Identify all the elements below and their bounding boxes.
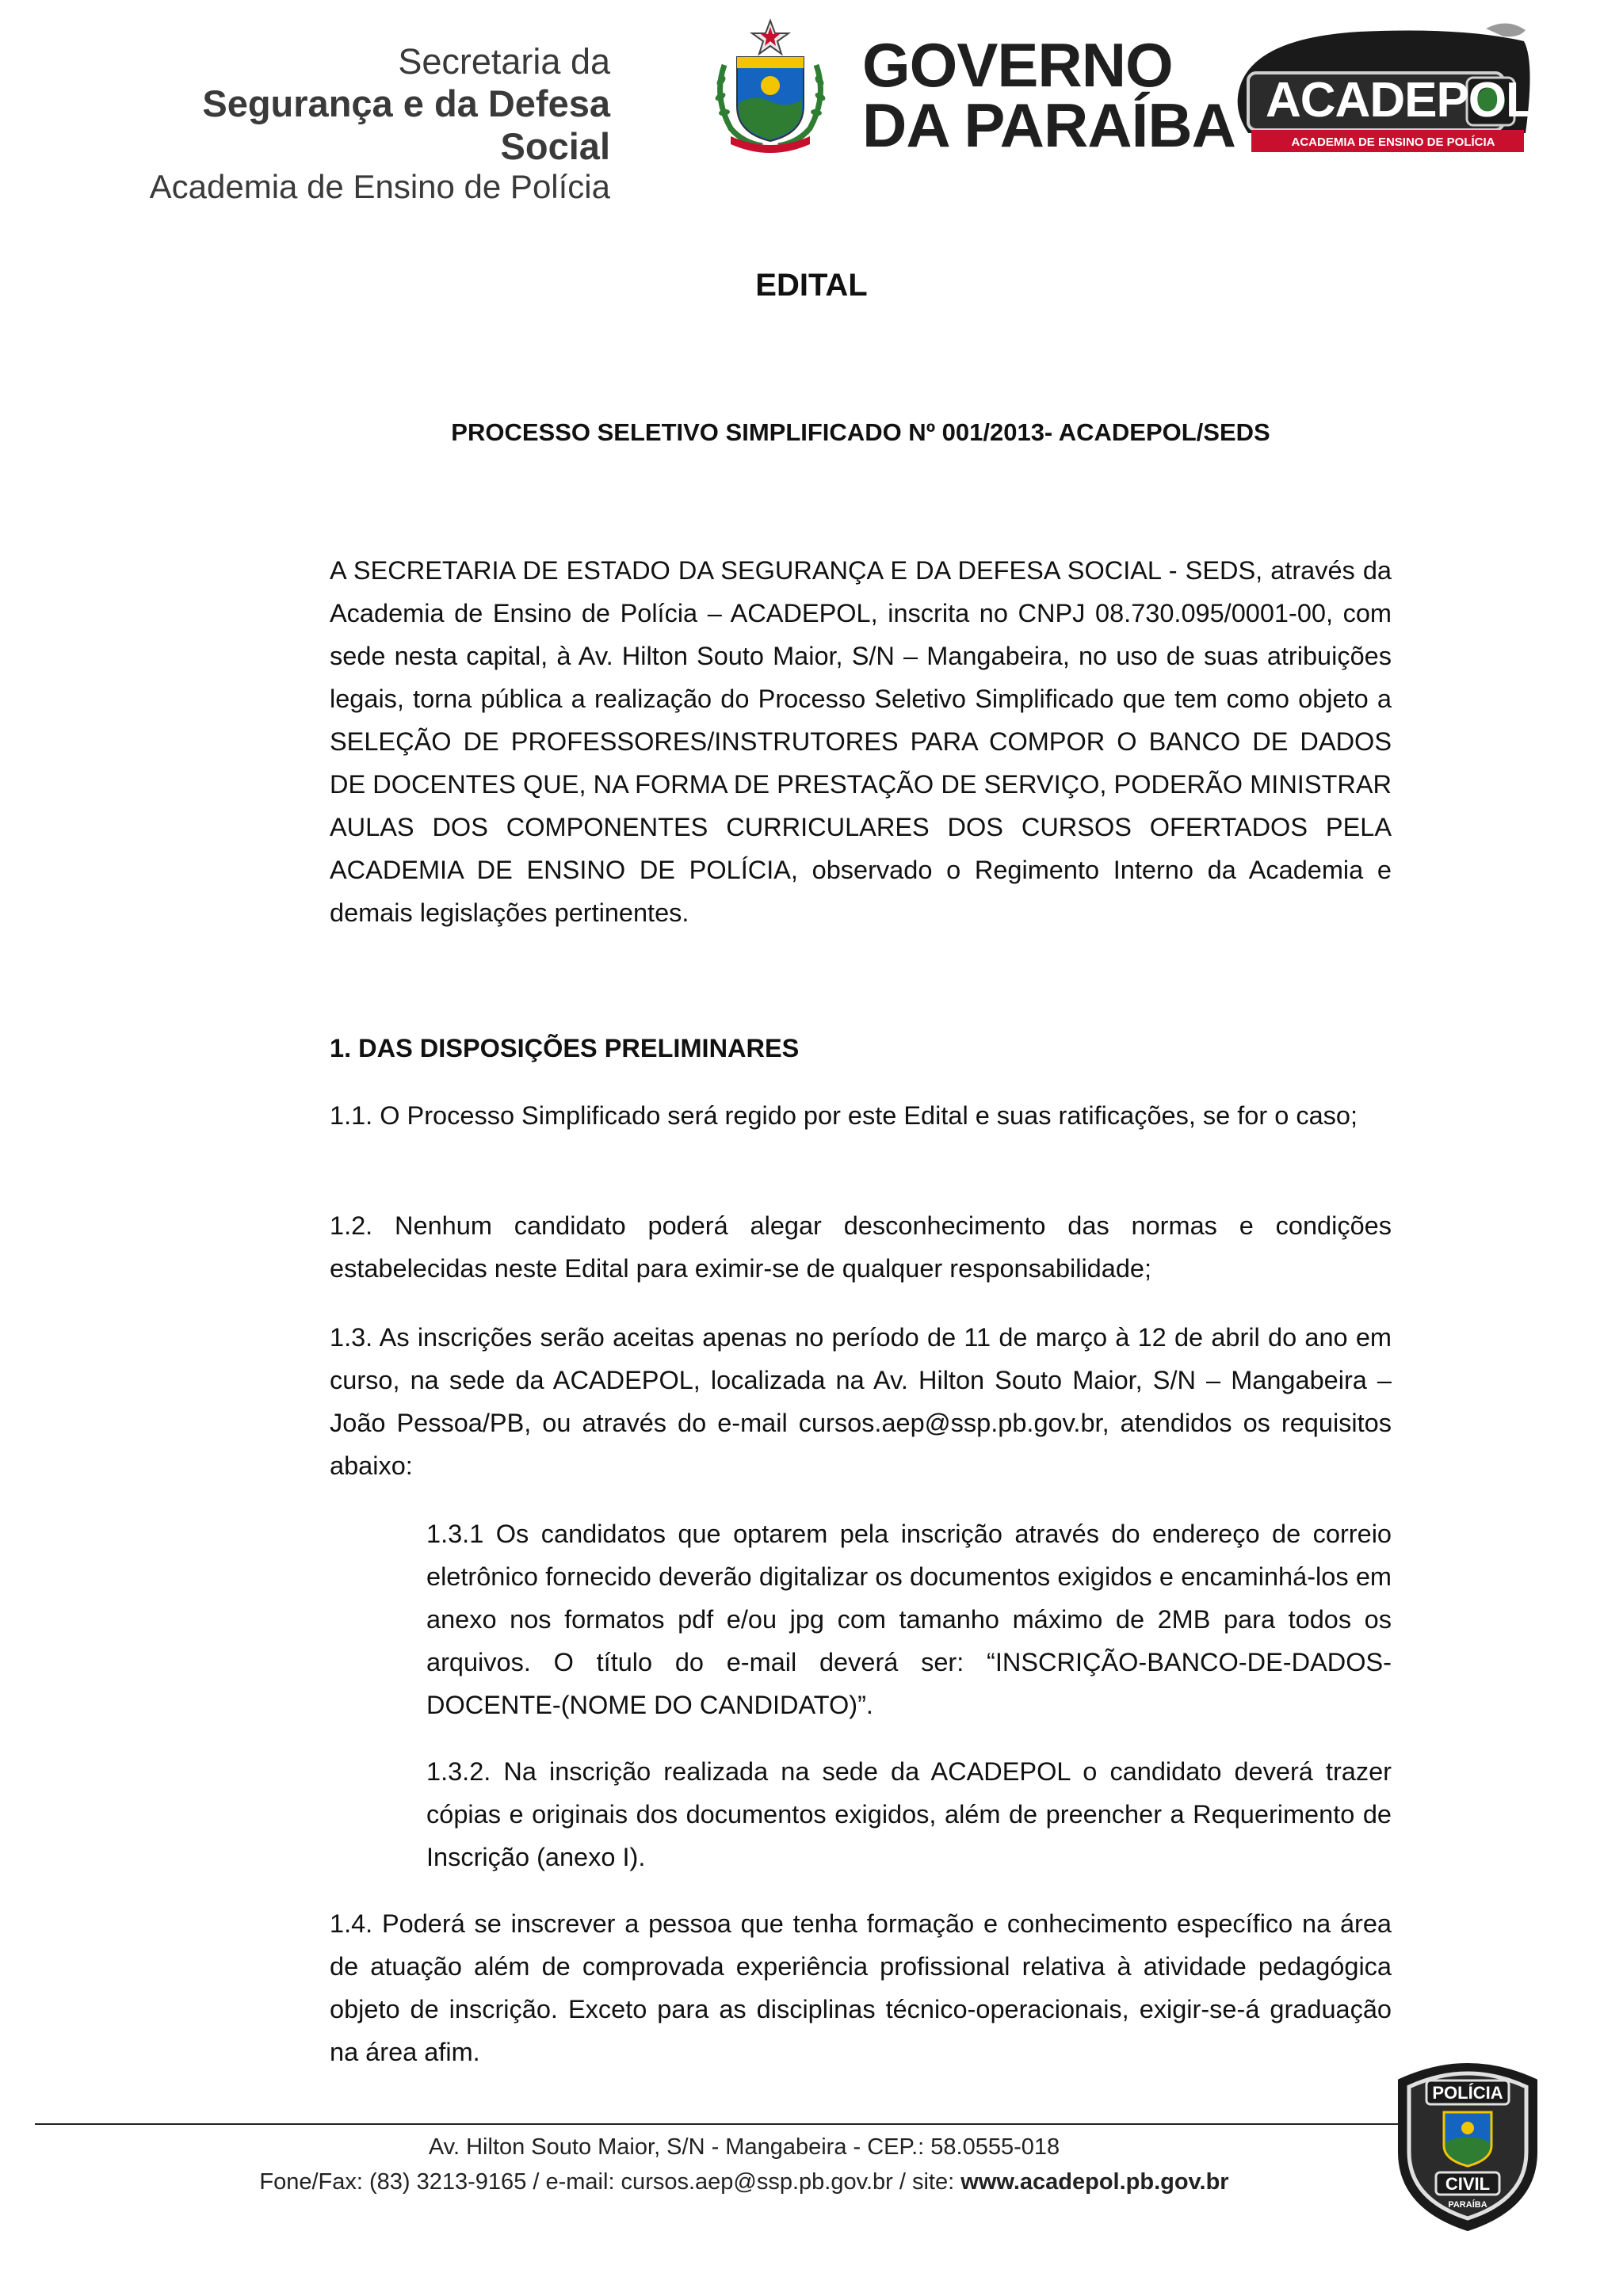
document-subtitle: PROCESSO SELETIVO SIMPLIFICADO Nº 001/2013- ACADEPOL/SEDS bbox=[451, 418, 1270, 446]
badge-top-text: POLÍCIA bbox=[1432, 2083, 1503, 2103]
footer-address: Av. Hilton Souto Maior, S/N - Mangabeira - CEP.: 58.0555-018 bbox=[428, 2134, 1060, 2160]
document-title: EDITAL bbox=[755, 268, 868, 303]
secretaria-line-3: Academia de Ensino de Polícia bbox=[149, 168, 610, 205]
policia-civil-badge-icon bbox=[1388, 2049, 1547, 2233]
acadepol-subtitle: ACADEMIA DE ENSINO DE POLÍCIA bbox=[1291, 135, 1495, 149]
item-1-1: 1.1. O Processo Simplificado será regido por este Edital e suas ratificações, se for o caso; bbox=[330, 1101, 1358, 1130]
secretaria-line-1: Secretaria da bbox=[398, 41, 610, 82]
footer-site-link[interactable]: www.acadepol.pb.gov.br bbox=[960, 2169, 1229, 2195]
governo-da-paraiba-logo bbox=[862, 30, 1235, 160]
item-1-2: 1.2. Nenhum candidato poderá alegar desconhecimento das normas e condições estabelecidas neste Edital para eximir-se de qualquer responsabilidade; bbox=[330, 1211, 1392, 1283]
badge-state-text: PARAÍBA bbox=[1448, 2200, 1487, 2210]
secretaria-line-2: Segurança e da Defesa Social bbox=[202, 82, 610, 167]
footer-contact bbox=[0, 2169, 1491, 2195]
badge-bottom-text: CIVIL bbox=[1445, 2174, 1491, 2194]
intro-paragraph bbox=[330, 549, 1392, 934]
paraiba-coat-of-arms-icon bbox=[707, 17, 834, 154]
item-1-3: 1.3. As inscrições serão aceitas apenas no período de 11 de março à 12 de abril do ano em curso, na sede da ACADEPOL, localizada na Av. Hilton Souto Maior, S/N – Mangabeira – João Pessoa/PB, ou através do e-mail cursos.aep@ssp.pb.gov.br, atendidos os requisitos abaixo: bbox=[330, 1323, 1392, 1480]
intro-text: A SECRETARIA DE ESTADO DA SEGURANÇA E DA DEFESA SOCIAL - SEDS, através da Academia de Ensino de Polícia – ACADEPOL, inscrita no CNPJ 08.730.095/0001-00, com sede nesta capital, à Av. Hilton Souto Maior, S/N – Mangabeira, no uso de suas atribuições legais, torna pública a realização do Processo Seletivo Simplificado que tem como objeto a SELEÇÃO DE PROFESSORES/INSTRUTORES PARA COMPOR O BANCO DE DADOS DE DOCENTES QUE, NA FORMA DE PRESTAÇÃO DE SERVIÇO, PODERÃO MINISTRAR AULAS DOS COMPONENTES CURRICULARES DOS CURSOS OFERTADOS PELA ACADEMIA DE ENSINO DE POLÍCIA, observado o Regimento Interno da Academia e demais legislações pertinentes. bbox=[330, 556, 1392, 927]
item-1-3-1: 1.3.1 Os candidatos que optarem pela inscrição através do endereço de correio eletrônico fornecido deverão digitalizar os documentos exigidos e encaminhá-los em anexo nos formatos pdf e/ou jpg com tamanho máximo de 2MB para todos os arquivos. O título do e-mail deverá ser: “INSCRIÇÃO-BANCO-DE-DADOS-DOCENTE-(NOME DO CANDIDATO)”. bbox=[426, 1520, 1392, 1719]
item-1-4: 1.4. Poderá se inscrever a pessoa que tenha formação e conhecimento específico na área de atuação além de comprovada experiência profissional relativa à atividade pedagógica objeto de inscrição. Exceto para as disciplinas técnico-operacionais, exigir-se-á graduação na área afim. bbox=[330, 1909, 1392, 2066]
footer-contact-text: Fone/Fax: (83) 3213-9165 / e-mail: cursos.aep@ssp.pb.gov.br / site: bbox=[259, 2169, 961, 2195]
gov-line-1: GOVERNO bbox=[862, 30, 1173, 100]
footer-divider bbox=[35, 2123, 1398, 2125]
gov-line-2: DA PARAÍBA bbox=[862, 90, 1235, 160]
acadepol-word: ACADEPOL bbox=[1266, 73, 1535, 128]
secretaria-logo-text bbox=[95, 41, 610, 206]
item-1-3-2: 1.3.2. Na inscrição realizada na sede da ACADEPOL o candidato deverá trazer cópias e originais dos documentos exigidos, além de preencher a Requerimento de Inscrição (anexo I). bbox=[426, 1757, 1392, 1871]
acadepol-logo bbox=[1224, 14, 1541, 161]
section-1-heading: 1. DAS DISPOSIÇÕES PRELIMINARES bbox=[330, 1034, 800, 1062]
